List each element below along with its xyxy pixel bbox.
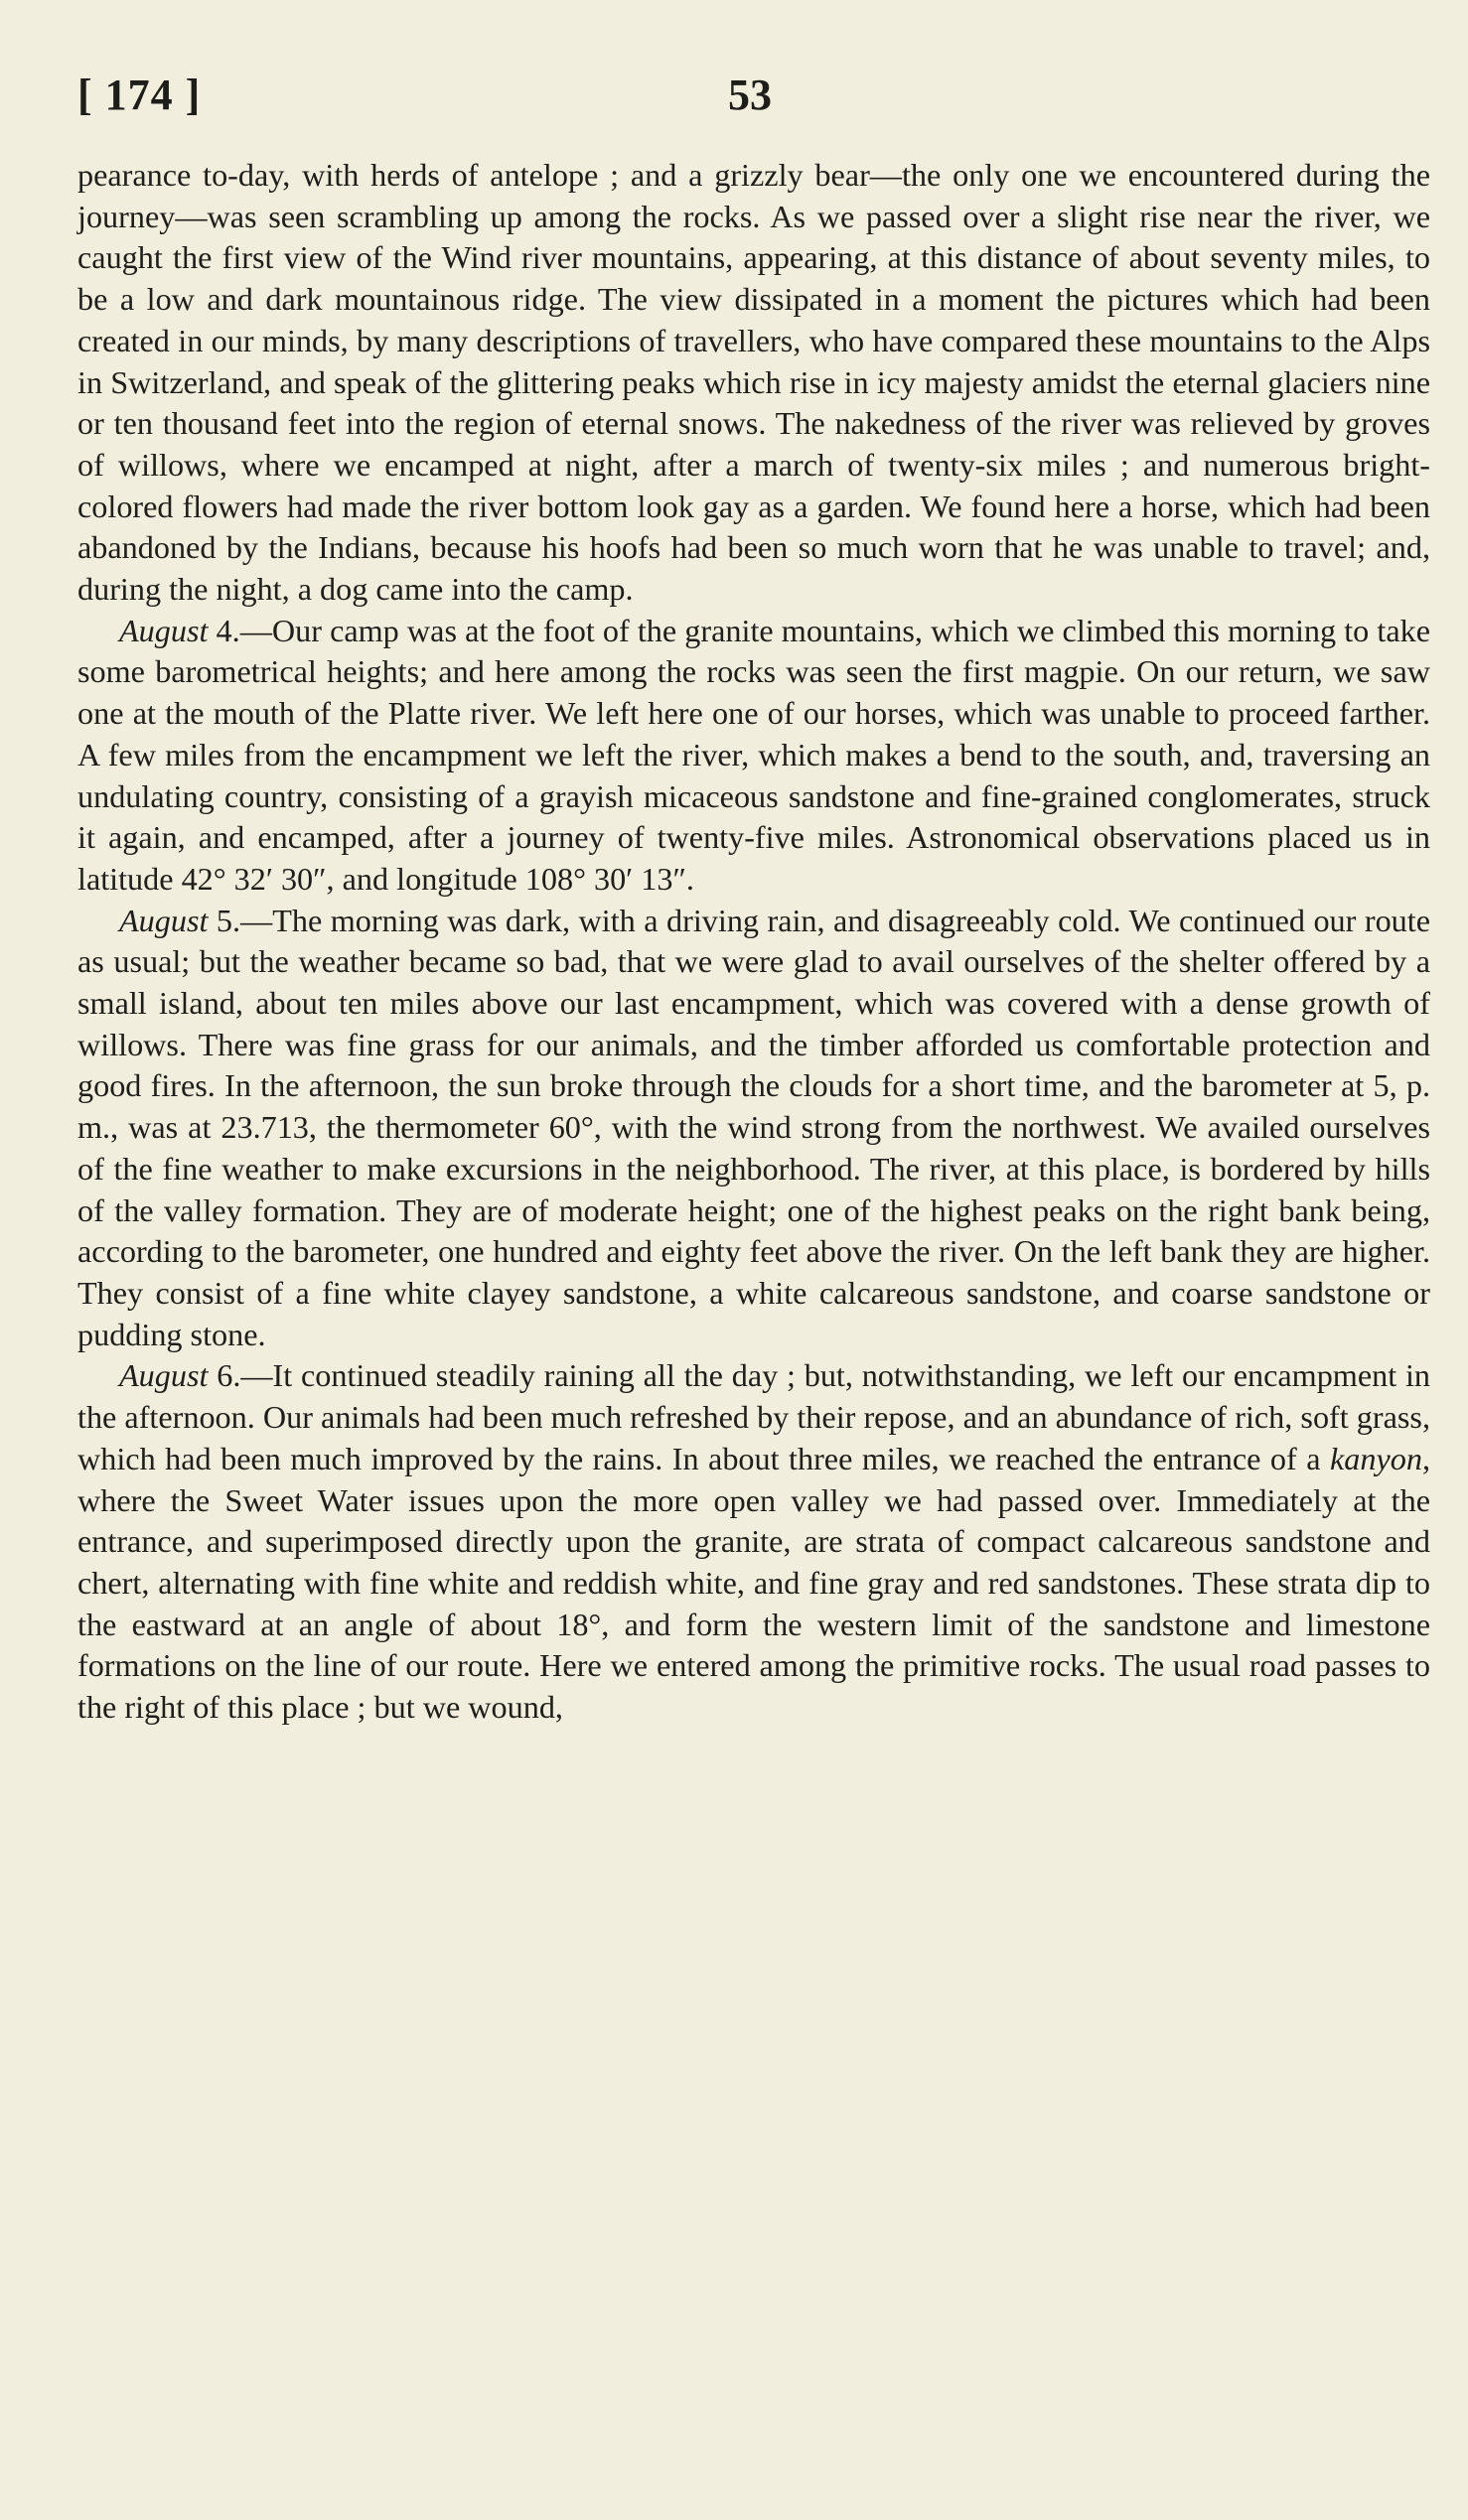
paragraph-text-start: 6.—It continued steadily raining all the day ; but, notwithstanding, we left our encampment in the afternoon. Our animals had been much refreshed by their repose, and an abundance of rich, soft grass, which had been much improved by the rains. In about three miles, we reached the entrance of a bbox=[77, 1357, 1430, 1476]
document-reference-number: [ 174 ] bbox=[77, 70, 202, 119]
date-lead: August bbox=[119, 1357, 209, 1394]
date-lead: August bbox=[119, 612, 209, 648]
italic-term: kanyon bbox=[1330, 1440, 1422, 1476]
page-number: 53 bbox=[728, 70, 772, 119]
paragraph-august-5 bbox=[77, 901, 1430, 1356]
paragraph-text-end: , where the Sweet Water issues upon the more open valley we had passed over. Immediately at the entrance, and superimposed directly upon the granite, are strata of compact calcareous sandstone and chert, alternating with fine white and reddish white, and fine gray and red sandstones. These strata dip to the eastward at an angle of about 18°, and form the western limit of the sandstone and limestone formations on the line of our route. Here we entered among the primitive rocks. The usual road passes to the right of this place ; but we wound, bbox=[77, 1440, 1430, 1726]
paragraph-continuation bbox=[77, 155, 1430, 611]
paragraph-text: 4.—Our camp was at the foot of the granite mountains, which we climbed this morning to take some barometrical heights; and here among the rocks was seen the first magpie. On our return, we saw one at the mouth of the Platte river. We left here one of our horses, which was unable to proceed farther. A few miles from the encampment we left the river, which makes a bend to the south, and, traversing an undulating country, consisting of a grayish micaceous sandstone and fine-grained conglomerates, struck it again, and encamped, after a journey of twenty-five miles. Astronomical observations placed us in latitude 42° 32′ 30″, and longitude 108° 30′ 13″. bbox=[77, 612, 1430, 897]
body-text bbox=[77, 155, 1430, 1729]
page-header bbox=[77, 70, 1428, 139]
paragraph-august-4 bbox=[77, 611, 1430, 901]
paragraph-text: 5.—The morning was dark, with a driving rain, and disagreeably cold. We continued our route as usual; but the weather became so bad, that we were glad to avail ourselves of the shelter offered by a small island, about ten miles above our last encampment, which was covered with a dense growth of willows. There was fine grass for our animals, and the timber afforded us comfortable protection and good fires. In the afternoon, the sun broke through the clouds for a short time, and the barometer at 5, p. m., was at 23.713, the thermometer 60°, with the wind strong from the northwest. We availed ourselves of the fine weather to make excursions in the neighborhood. The river, at this place, is bordered by hills of the valley formation. They are of moderate height; one of the highest peaks on the right bank being, according to the barometer, one hundred and eighty feet above the river. On the left bank they are higher. They consist of a fine white clayey sandstone, a white calcareous sandstone, and coarse sandstone or pudding stone. bbox=[77, 902, 1430, 1352]
date-lead: August bbox=[119, 902, 209, 938]
paragraph-text: pearance to-day, with herds of antelope ; and a grizzly bear—the only one we encountered during the journey—was seen scrambling up among the rocks. As we passed over a slight rise near the river, we caught the first view of the Wind river mountains, appearing, at this distance of about seventy miles, to be a low and dark mountainous ridge. The view dissipated in a moment the pictures which had been created in our minds, by many descriptions of travellers, who have compared these mountains to the Alps in Switzerland, and speak of the glittering peaks which rise in icy majesty amidst the eternal glaciers nine or ten thousand feet into the region of eternal snows. The nakedness of the river was relieved by groves of willows, where we encamped at night, after a march of twenty-six miles ; and numerous bright-colored flowers had made the river bottom look gay as a garden. We found here a horse, which had been abandoned by the Indians, because his hoofs had been so much worn that he was unable to travel; and, during the night, a dog came into the camp. bbox=[77, 157, 1430, 608]
paragraph-august-6 bbox=[77, 1355, 1430, 1728]
